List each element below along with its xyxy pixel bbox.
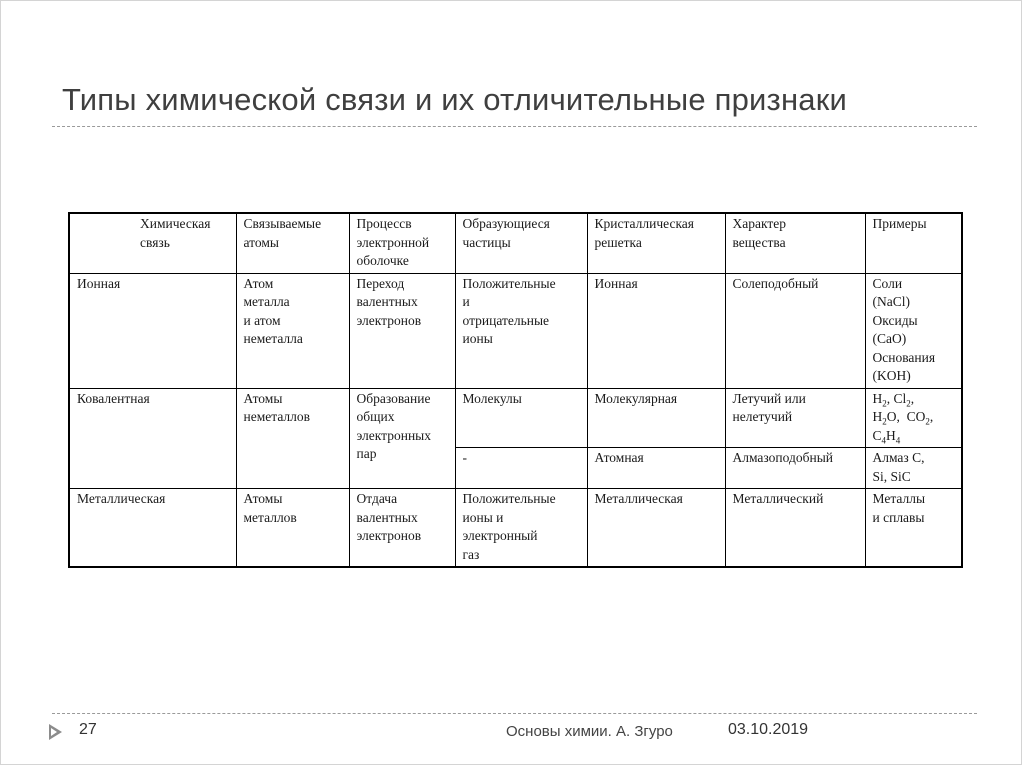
table-row-ionic (69, 273, 962, 388)
footer-text: Основы химии. А. Згуро (506, 723, 673, 740)
cell-lattice: Молекулярная (587, 388, 725, 448)
header-atoms: Связываемые атомы (236, 213, 349, 273)
page-number: 27 (79, 721, 97, 738)
footer-divider (52, 713, 977, 714)
cell-bond: Ионная (69, 273, 236, 388)
title-divider (52, 126, 977, 127)
cell-atoms: Атом металла и атом неметалла (236, 273, 349, 388)
footer-date: 03.10.2019 (728, 721, 809, 738)
cell-atoms: Атомы металлов (236, 489, 349, 568)
cell-examples: Алмаз C, Si, SiC (865, 448, 962, 489)
cell-examples: Соли (NaCl) Оксиды (CaO) Основания (KOH) (865, 273, 962, 388)
header-examples: Примеры (865, 213, 962, 273)
cell-atoms: Атомы неметаллов (236, 388, 349, 489)
header-process-word1: Процесс (356, 216, 406, 231)
header-process: Процессв электронной оболочке (349, 213, 455, 273)
cell-particles: Положительные ионы и электронный газ (455, 489, 587, 568)
table-row-covalent-molecular (69, 388, 962, 448)
cell-bond: Металлическая (69, 489, 236, 568)
cell-process: Отдача валентных электронов (349, 489, 455, 568)
cell-lattice: Ионная (587, 273, 725, 388)
cell-process: Образование общих электронных пар (349, 388, 455, 489)
header-character: Характер вещества (725, 213, 865, 273)
cell-character: Алмазоподобный (725, 448, 865, 489)
cell-examples: $H_2$, $Cl_2$, $H_2O$, $CO_2$, $C_4H_4$ (865, 388, 962, 448)
triangle-bullet-icon (49, 724, 62, 740)
cell-particles: - (455, 448, 587, 489)
header-lattice: Кристаллическая решетка (587, 213, 725, 273)
table-header-row (69, 213, 962, 273)
cell-lattice: Атомная (587, 448, 725, 489)
header-process-word2: в (405, 216, 412, 231)
header-bond: Химическая связь (69, 213, 236, 273)
cell-character: Металлический (725, 489, 865, 568)
cell-lattice: Металлическая (587, 489, 725, 568)
cell-particles: Молекулы (455, 388, 587, 448)
header-particles: Образующиеся частицы (455, 213, 587, 273)
cell-character: Солеподобный (725, 273, 865, 388)
cell-process: Переход валентных электронов (349, 273, 455, 388)
cell-examples: Металлы и сплавы (865, 489, 962, 568)
cell-character: Летучий или нелетучий (725, 388, 865, 448)
cell-particles: Положительные и отрицательные ионы (455, 273, 587, 388)
cell-bond: Ковалентная (69, 388, 236, 489)
table-row-metallic (69, 489, 962, 568)
bond-types-table (68, 212, 963, 568)
slide-title: Типы химической связи и их отличительные признаки (62, 82, 847, 117)
